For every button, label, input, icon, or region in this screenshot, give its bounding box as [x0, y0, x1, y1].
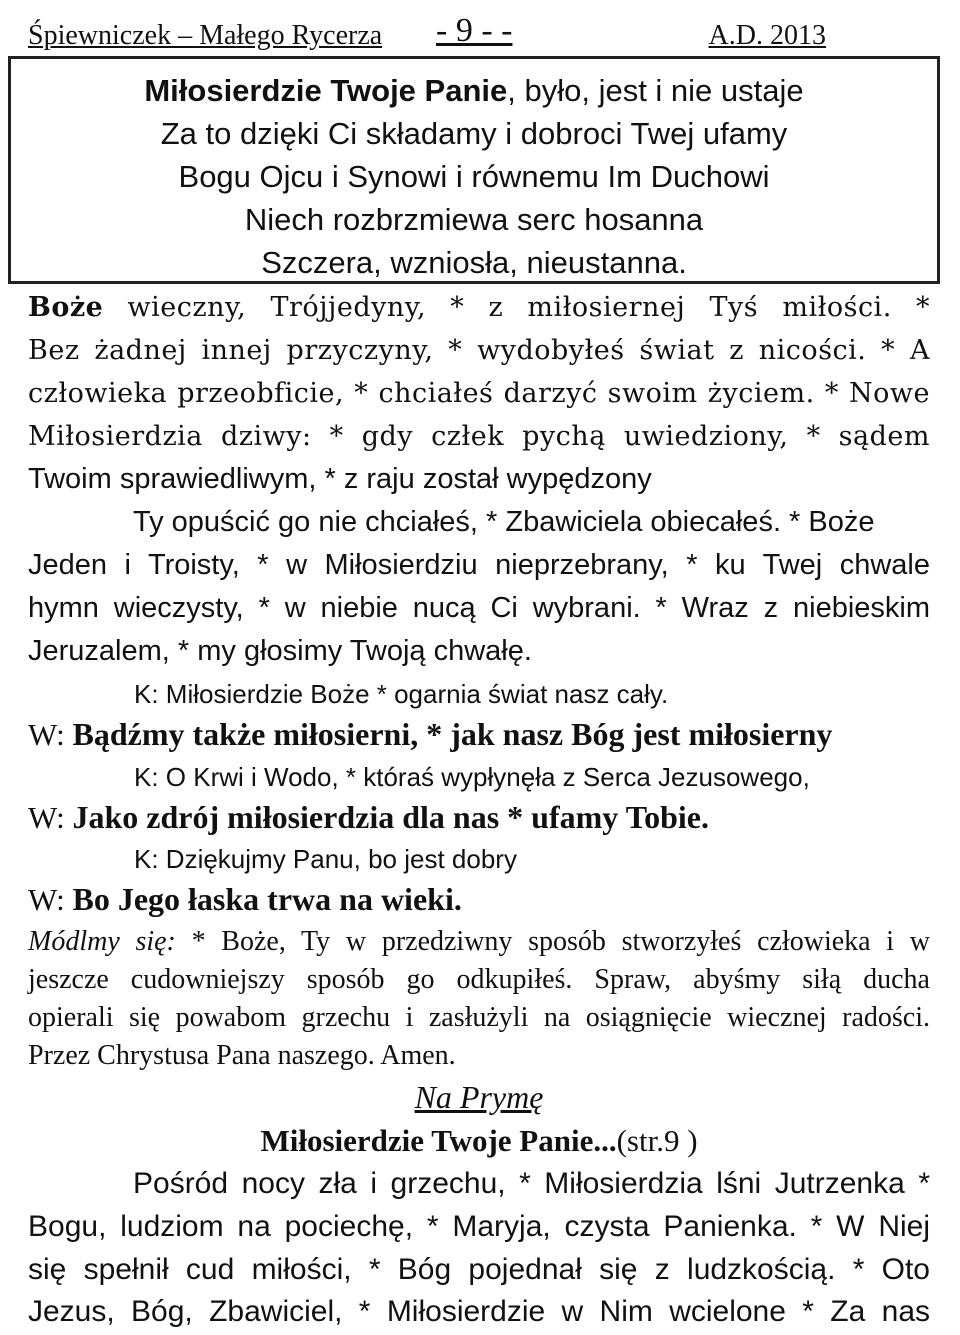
verse-line: Pośród nocy zła i grzechu, * Miłosierdzia lśni Jutrzenka *: [133, 1167, 930, 1200]
hymn-line: Bez żadnej innej przyczyny, * wydobyłeś świat z nicości. * A: [28, 335, 930, 366]
cantor-line: K: Miłosierdzie Boże * ogarnia świat nasz cały.: [134, 679, 669, 709]
prayer-text: * Boże, Ty w przedziwny sposób stworzyłeś człowieka i w: [175, 926, 930, 957]
section-title: Na Prymę: [414, 1079, 544, 1115]
response-line: [28, 796, 930, 839]
cantor-line: K: O Krwi i Wodo, * któraś wypłynęła z Serca Jezusowego,: [134, 762, 810, 792]
response-text: Jako zdrój miłosierdzia dla nas * ufamy Tobie.: [72, 799, 709, 835]
hymn-line: Jeruzalem, * my głosimy Twoją chwałę.: [28, 635, 532, 667]
refrain-line: Bogu Ojcu i Synowi i równemu Im Duchowi: [178, 159, 770, 194]
prayer-label: Módlmy się:: [28, 926, 176, 957]
year-label: A.D. 2013: [708, 20, 826, 51]
response-prefix: W:: [28, 717, 65, 752]
response-text: Bądźmy także miłosierni, * jak nasz Bóg jest miłosierny: [72, 716, 833, 752]
hymn-line: hymn wieczysty, * w niebie nucą Ci wybrani. * Wraz z niebieskim: [28, 592, 930, 624]
refrain-line: Szczera, wzniosła, nieustanna.: [261, 245, 687, 280]
hymn-line: Twoim sprawiedliwym, * z raju został wypędzony: [28, 463, 652, 495]
section-reference: [28, 1119, 930, 1162]
prayer-line: Przez Chrystusa Pana naszego. Amen.: [28, 1040, 456, 1071]
hymn-start-word: Boże: [28, 292, 104, 323]
verse-line: Bogu, ludziom na pociechę, * Maryja, czysta Panienka. * W Niej: [28, 1210, 930, 1243]
refrain-line: Niech rozbrzmiewa serc hosanna: [244, 202, 704, 237]
response-line: [28, 878, 930, 921]
refrain-box: [8, 56, 940, 284]
reference-page: (str.9 ): [616, 1123, 698, 1158]
response-prefix: W:: [28, 882, 65, 917]
verse-line: Jezus, Bóg, Zbawiciel, * Miłosierdzie w Nim wcielone * Za nas: [28, 1295, 930, 1328]
cantor-line: K: Dziękujmy Panu, bo jest dobry: [134, 844, 517, 874]
page-number: - 9 - -: [436, 12, 513, 49]
hymn-line: Miłosierdzia dziwy: * gdy człek pychą uwiedziony, * sądem: [28, 421, 930, 452]
refrain-line: [11, 69, 937, 112]
refrain-line: Za to dzięki Ci składamy i dobroci Twej ufamy: [160, 116, 788, 151]
hymn-line: [28, 286, 930, 329]
hymn-line: Ty opuścić go nie chciałeś, * Zbawiciela obiecałeś. * Boże: [133, 506, 875, 538]
verse-line: się spełnił cud miłości, * Bóg pojednał się z ludzkością. * Oto: [28, 1253, 930, 1286]
page-header: [28, 12, 828, 52]
response-line: [28, 713, 930, 756]
prayer-line: opierali się powabom grzechu i zasłużyli na osiągnięcie wiecznej radości.: [28, 1002, 930, 1033]
prayer-line: jeszcze cudowniejszy sposób go odkupiłeś. Spraw, abyśmy siłą ducha: [28, 964, 930, 995]
refrain-line-rest: , było, jest i nie ustaje: [507, 73, 804, 108]
hymn-line-rest: wieczny, Trójjedyny, * z miłosiernej Tyś miłości. *: [103, 292, 930, 323]
hymn-line: człowieka przeobficie, * chciałeś darzyć swoim życiem. * Nowe: [28, 378, 930, 409]
response-text: Bo Jego łaska trwa na wieki.: [72, 881, 462, 917]
prayer-line: [28, 920, 930, 963]
refrain-title: Miłosierdzie Twoje Panie: [144, 73, 508, 108]
response-prefix: W:: [28, 800, 65, 835]
reference-title: Miłosierdzie Twoje Panie...: [260, 1123, 617, 1158]
songbook-title: Śpiewniczek – Małego Rycerza: [28, 20, 383, 51]
hymn-line: Jeden i Troisty, * w Miłosierdziu nieprzebrany, * ku Twej chwale: [28, 549, 930, 581]
